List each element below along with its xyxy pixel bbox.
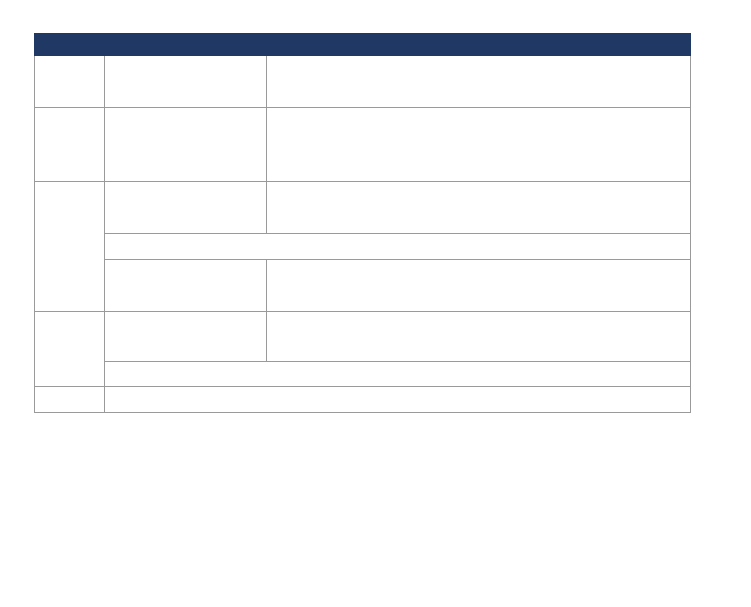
form-cell [105,182,267,234]
table-row [35,362,691,387]
form-cell [105,260,267,312]
table-row [35,234,691,260]
body-paragraph [34,441,696,601]
form-cell [105,312,267,362]
table-row [35,182,691,234]
stage-cell [35,387,105,413]
packaging-stages-table [34,33,691,413]
table-row [35,312,691,362]
table-row [35,260,691,312]
examples-cell [267,56,691,108]
examples-cell [267,182,691,234]
examples-cell [267,312,691,362]
header-stage [35,34,105,56]
table-header-row [35,34,691,56]
header-package-form [105,34,267,56]
examples-cell [267,108,691,182]
form-cell [105,108,267,182]
header-typical-packages [267,34,691,56]
stage5-content-cell [105,387,691,413]
table-row [35,108,691,182]
form-cell [105,56,267,108]
table-row [35,56,691,108]
sip-cell [105,362,691,387]
stage-cell [35,108,105,182]
wlp-cell [105,234,691,260]
stage-cell [35,182,105,312]
examples-cell [267,260,691,312]
stage-cell [35,56,105,108]
table-row [35,387,691,413]
stage-cell [35,312,105,387]
